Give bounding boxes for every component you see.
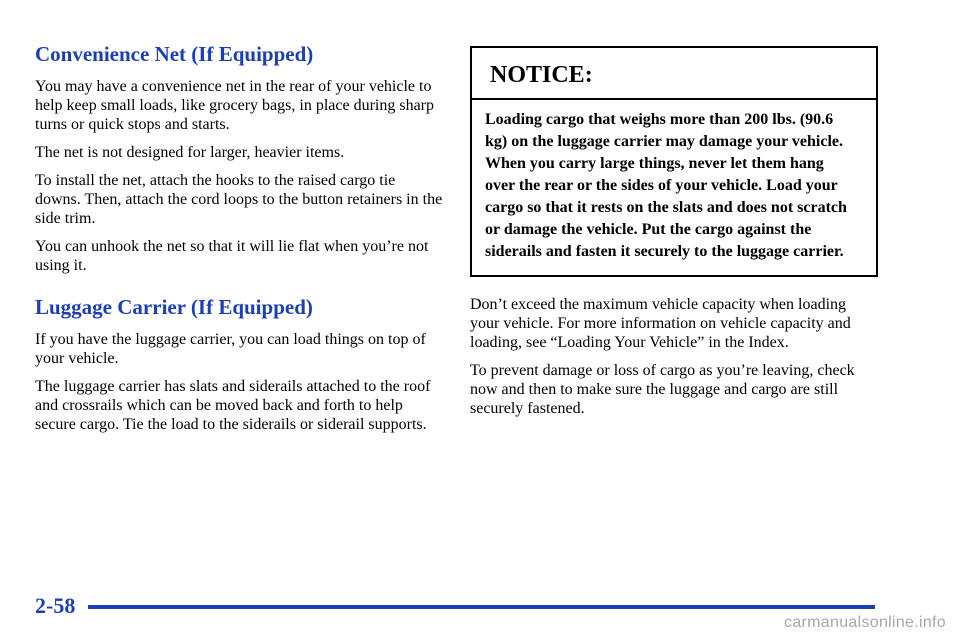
convenience-net-paragraph-4: You can unhook the net so that it will lie flat when you’re not using it. bbox=[35, 238, 429, 274]
notice-box bbox=[470, 46, 878, 277]
prevent-damage-paragraph: To prevent damage or loss of cargo as you’re leaving, check now and then to make sure the luggage and cargo are still securely fastened. bbox=[470, 362, 855, 417]
luggage-carrier-paragraph-2: The luggage carrier has slats and siderails attached to the roof and crossrails which can be moved back and forth to help secure cargo. Tie the load to the siderails or siderail supports. bbox=[35, 378, 431, 433]
convenience-net-heading: Convenience Net (If Equipped) bbox=[35, 42, 314, 66]
right-paragraphs bbox=[470, 295, 878, 418]
luggage-carrier-heading: Luggage Carrier (If Equipped) bbox=[35, 295, 313, 319]
watermark: carmanualsonline.info bbox=[784, 614, 946, 631]
convenience-net-paragraph-1: You may have a convenience net in the rear of your vehicle to help keep small loads, like grocery bags, in place during sharp turns or quick stops and starts. bbox=[35, 78, 434, 133]
right-column bbox=[470, 46, 878, 427]
capacity-paragraph: Don’t exceed the maximum vehicle capacity when loading your vehicle. For more information on vehicle capacity and loading, see “Loading Your Vehicle” in the Index. bbox=[470, 296, 851, 351]
convenience-net-paragraph-3: To install the net, attach the hooks to the raised cargo tie downs. Then, attach the cord loops to the button retainers in the side trim. bbox=[35, 172, 443, 227]
luggage-carrier-paragraph-1: If you have the luggage carrier, you can load things on top of your vehicle. bbox=[35, 331, 426, 367]
footer-rule bbox=[88, 605, 875, 609]
notice-title: NOTICE: bbox=[472, 48, 876, 100]
left-column bbox=[35, 42, 443, 443]
convenience-net-paragraph-2: The net is not designed for larger, heavier items. bbox=[35, 144, 345, 161]
notice-body: Loading cargo that weighs more than 200 lbs. (90.6 kg) on the luggage carrier may damage your vehicle. When you carry large things, never let them hang over the rear or the sides of your vehicle. Load your cargo so that it rests on the slats and does not scratch or damage the vehicle. Put the cargo against the siderails and fasten it securely to the luggage carrier. bbox=[485, 111, 847, 260]
page-number: 2-58 bbox=[35, 593, 76, 618]
